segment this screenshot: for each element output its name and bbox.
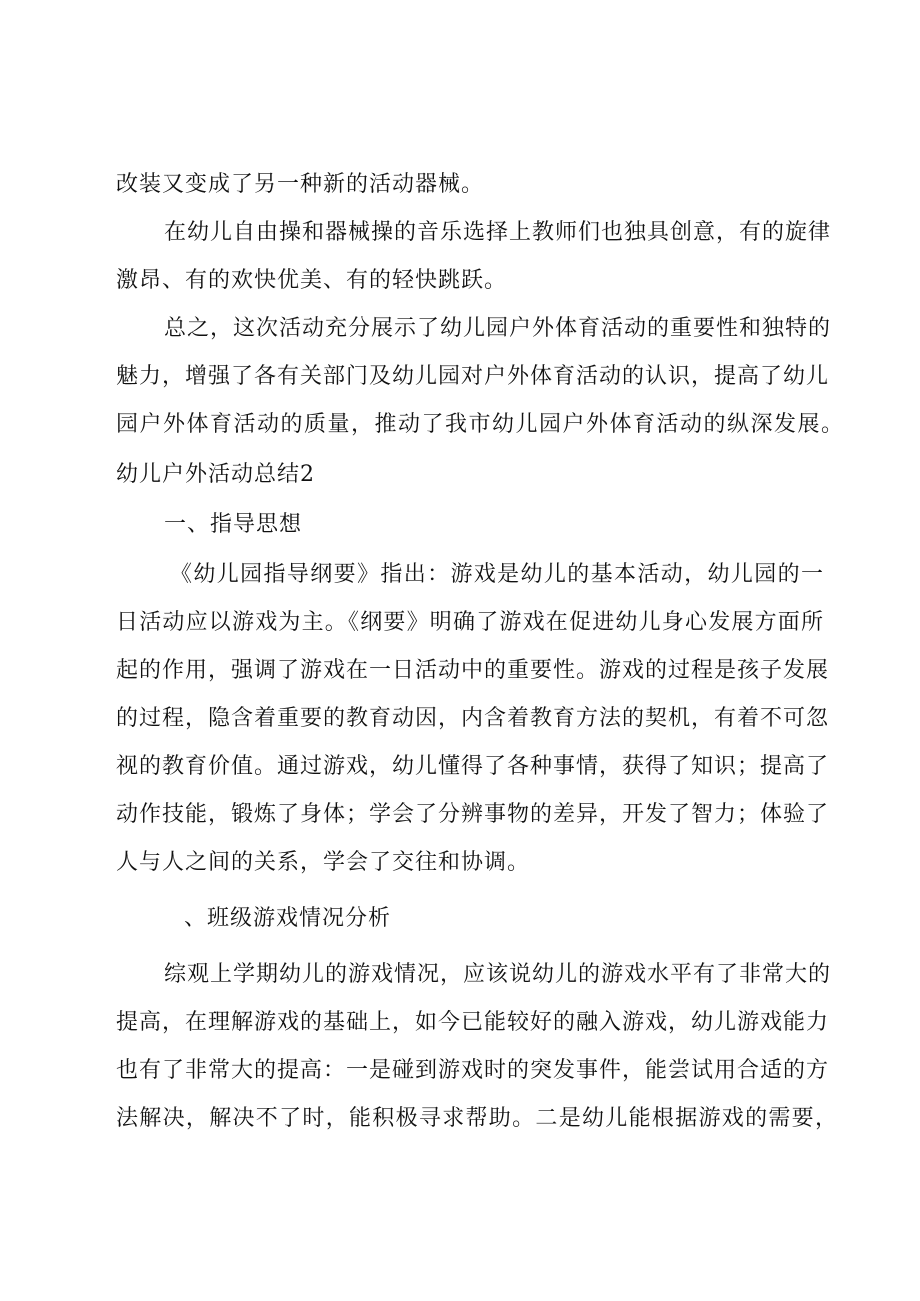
paragraph-line: 改装又变成了另一种新的活动器械。 — [116, 172, 485, 197]
paragraph-line: 提高，在理解游戏的基础上，如今已能较好的融入游戏，幼儿游戏能力 — [116, 1010, 830, 1035]
paragraph-line: 日活动应以游戏为主。《纲要》明确了游戏在促进幼儿身心发展方面所 — [116, 610, 824, 635]
paragraph-line: 法解决，解决不了时，能积极寻求帮助。二是幼儿能根据游戏的需要， — [116, 1106, 838, 1131]
paragraph-line: 起的作用，强调了游戏在一日活动中的重要性。游戏的过程是孩子发展 — [116, 658, 830, 683]
paragraph-line: 园户外体育活动的质量，推动了我市幼儿园户外体育活动的纵深发展。 — [116, 412, 844, 437]
paragraph-line: 动作技能，锻炼了身体；学会了分辨事物的差异，开发了智力；体验了 — [116, 802, 830, 827]
paragraph-line: 激昂、有的欢快优美、有的轻快跳跃。 — [116, 268, 508, 293]
subsection-heading: 一、指导思想 — [164, 512, 303, 537]
paragraph-line: 也有了非常大的提高：一是碰到游戏时的突发事件，能尝试用合适的方 — [116, 1058, 830, 1083]
paragraph-line: 总之，这次活动充分展示了幼儿园户外体育活动的重要性和独特的 — [164, 316, 832, 341]
paragraph-line: 视的教育价值。通过游戏，幼儿懂得了各种事情，获得了知识；提高了 — [116, 754, 830, 779]
paragraph-line: 魅力，增强了各有关部门及幼儿园对户外体育活动的认识，提高了幼儿 — [116, 364, 830, 389]
paragraph-line: 综观上学期幼儿的游戏情况，应该说幼儿的游戏水平有了非常大的 — [164, 962, 832, 987]
paragraph-line: 《幼儿园指导纲要》指出：游戏是幼儿的基本活动，幼儿园的一 — [170, 562, 824, 587]
paragraph-line: 的过程，隐含着重要的教育动因，内含着教育方法的契机，有着不可忽 — [116, 706, 830, 731]
section-heading: 幼儿户外活动总结2 — [116, 462, 315, 487]
paragraph-line: 人与人之间的关系，学会了交往和协调。 — [116, 850, 531, 875]
paragraph-line: 在幼儿自由操和器械操的音乐选择上教师们也独具创意，有的旋律 — [164, 220, 832, 245]
subsection-heading: 、班级游戏情况分析 — [184, 906, 392, 931]
